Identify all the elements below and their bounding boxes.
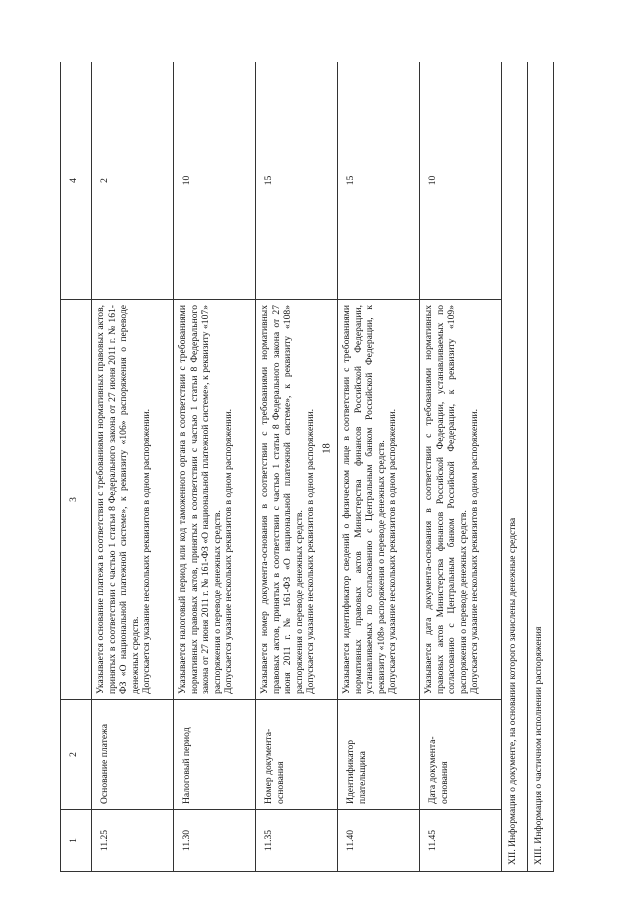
row-description bbox=[338, 300, 420, 700]
row-value: 15 bbox=[338, 62, 420, 300]
table-row bbox=[420, 62, 502, 872]
row-description bbox=[420, 300, 502, 700]
row-description bbox=[174, 300, 256, 700]
description-note: Допускается указание нескольких реквизитов в одном распоряжении. bbox=[469, 408, 481, 694]
row-number: 11.30 bbox=[174, 810, 256, 872]
row-title: Дата документа-основания bbox=[420, 700, 502, 810]
row-title: Налоговый период bbox=[174, 700, 256, 810]
rotated-page-frame bbox=[60, 62, 580, 872]
section-heading: XII. Информация о документе, на основании которого зачислены денежные средства bbox=[502, 62, 528, 872]
row-number: 11.45 bbox=[420, 810, 502, 872]
section-row bbox=[528, 62, 554, 872]
description-text: Указывается дата документа-основания в соответствии с требованиями нормативных правовых актов Министерства финансов Российской Федерации, устанавливаемых по согласованию с Центральным банком Российской Федерации, к реквизиту «109» распоряжения о переводе денежных средств. bbox=[423, 305, 469, 694]
description-text: Указывается номер документа-основания в соответствии с требованиями нормативных правовых актов, принятых в соответствии с частью 1 статьи 8 Федерального закона от 27 июня 2011 г. № 161-ФЗ «О национальной платежной системе», к реквизиту «108» распоряжения о переводе денежных средств. bbox=[259, 305, 305, 694]
row-description bbox=[256, 300, 338, 700]
table-row bbox=[338, 62, 420, 872]
table-header-row bbox=[61, 62, 92, 872]
row-value: 15 bbox=[256, 62, 338, 300]
description-note: Допускается указание нескольких реквизитов в одном распоряжении. bbox=[387, 408, 399, 694]
row-value: 2 bbox=[92, 62, 174, 300]
row-title: Идентификатор плательщика bbox=[338, 700, 420, 810]
table-row bbox=[174, 62, 256, 872]
row-title: Номер документа-основания bbox=[256, 700, 338, 810]
description-note: Допускается указание нескольких реквизитов в одном распоряжении. bbox=[223, 408, 235, 694]
row-number: 11.25 bbox=[92, 810, 174, 872]
row-description bbox=[92, 300, 174, 700]
page-number: 18 bbox=[321, 443, 333, 454]
rotated-content bbox=[60, 62, 580, 872]
row-number: 11.35 bbox=[256, 810, 338, 872]
row-value: 10 bbox=[420, 62, 502, 300]
table-row bbox=[256, 62, 338, 872]
row-title: Основание платежа bbox=[92, 700, 174, 810]
table-row bbox=[92, 62, 174, 872]
section-row bbox=[502, 62, 528, 872]
column-header: 4 bbox=[61, 62, 92, 300]
description-note: Допускается указание нескольких реквизитов в одном распоряжении. bbox=[141, 408, 153, 694]
column-header: 3 bbox=[61, 300, 92, 700]
row-value: 10 bbox=[174, 62, 256, 300]
column-header: 2 bbox=[61, 700, 92, 810]
description-text: Указывается налоговый период или код таможенного органа в соответствии с требованиями нормативных правовых актов, принятых в соответствии с частью 1 статьи 8 Федерального закона от 27 июня 2011 г. № 161-ФЗ «О национальной платежной системе», к реквизиту «107» распоряжения о переводе денежных средств. bbox=[177, 305, 223, 694]
description-text: Указывается основание платежа в соответствии с требованиями нормативных правовых актов, принятых в соответствии с частью 1 статьи 8 Федерального закона от 27 июня 2011 г. № 161-ФЗ «О национальной платежной системе», к реквизиту «106» распоряжения о переводе денежных средств. bbox=[95, 305, 141, 694]
section-heading: XIII. Информация о частичном исполнении распоряжения bbox=[528, 62, 554, 872]
description-text: Указывается идентификатор сведений о физическом лице в соответствии с требованиями нормативных правовых актов Министерства финансов Российской Федерации, устанавливаемых по согласованию с Центральным банком Российской Федерации, к реквизиту «108» распоряжения о переводе денежных средств. bbox=[341, 305, 387, 694]
row-number: 11.40 bbox=[338, 810, 420, 872]
description-note: Допускается указание нескольких реквизитов в одном распоряжении. bbox=[305, 408, 317, 694]
column-header: 1 bbox=[61, 810, 92, 872]
requisites-table bbox=[60, 62, 554, 872]
